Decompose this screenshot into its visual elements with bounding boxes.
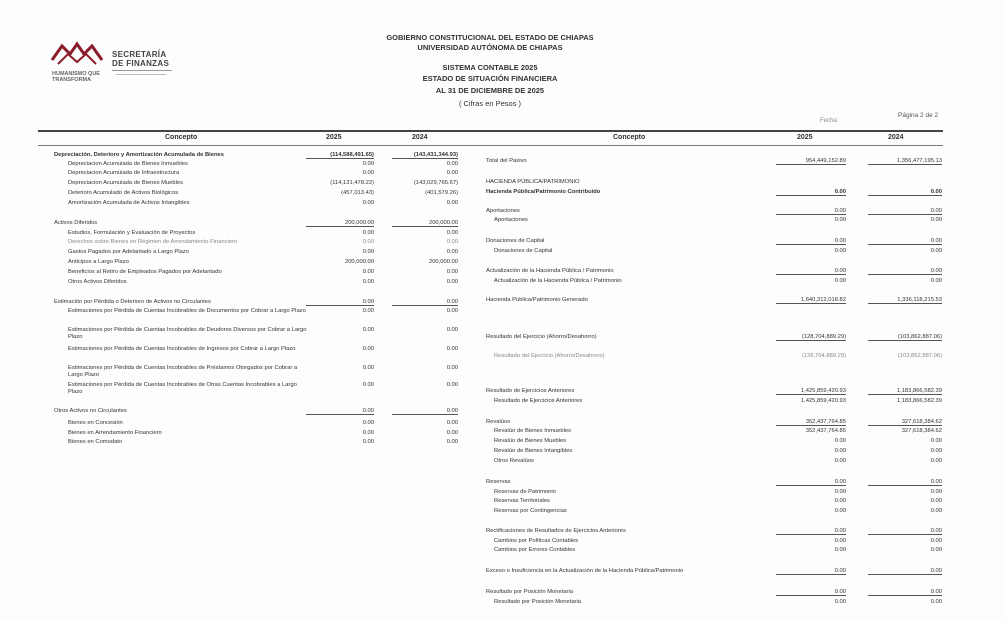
row-value-2024: 200,000.00 — [392, 220, 458, 227]
table-row — [68, 308, 464, 317]
logo-line-1: SECRETARÍA — [112, 50, 167, 59]
row-value-2024: 0.00 — [446, 239, 458, 245]
row-value-2025: 0.00 — [362, 269, 374, 275]
row-value-2024: 0.00 — [930, 489, 942, 495]
table-row — [494, 278, 946, 287]
row-value-2024: 0.00 — [930, 538, 942, 544]
table-header-rule — [38, 145, 943, 146]
logo-motto: HUMANISMO QUE TRANSFORMA — [52, 71, 100, 83]
row-label: Activos Diferidos — [54, 220, 98, 226]
row-value-2024: 0.00 — [868, 238, 942, 245]
row-label: Actualización de la Hacienda Pública / Patrimonio — [486, 268, 614, 274]
row-value-2025: 0.00 — [362, 430, 374, 436]
row-label: Donaciones de Capital — [494, 248, 553, 254]
row-value-2024: (103,862,887.06) — [868, 334, 942, 341]
table-row — [486, 419, 946, 428]
row-value-2024: 0.00 — [446, 382, 458, 388]
row-label: Rectificaciones de Resultados de Ejercicios Anteriores — [486, 528, 626, 534]
row-value-2025: 0.00 — [834, 538, 846, 544]
table-row — [68, 439, 464, 448]
row-label: Bienes en Comodato — [68, 439, 123, 445]
row-label: Cambios por Políticas Contables — [494, 538, 579, 544]
table-row — [494, 498, 946, 507]
row-value-2025: (114,588,491.65) — [306, 152, 374, 159]
row-value-2024: (401,579.26) — [425, 190, 458, 196]
row-label: Otros Activos no Circulantes — [54, 408, 127, 414]
row-value-2025: 0.00 — [834, 217, 846, 223]
row-value-2025: 0.00 — [776, 189, 846, 196]
row-label: Anticipos a Largo Plazo — [68, 259, 129, 265]
row-value-2025: 0.00 — [834, 489, 846, 495]
row-label: Reservas de Patrimonio — [494, 489, 556, 495]
table-row — [494, 353, 946, 362]
row-label: Estimación por Pérdida o Deterioro de Activos no Circulantes — [54, 299, 211, 305]
row-value-2024: 0.00 — [930, 458, 942, 464]
table-row — [494, 248, 946, 257]
table-row — [54, 299, 464, 308]
row-value-2024: 1,183,866,582.39 — [896, 398, 942, 404]
row-value-2024: 0.00 — [392, 299, 458, 306]
row-label: Depreciacion Acumulada de Bienes Inmuebles — [68, 161, 188, 167]
logo-line-2: DE FINANZAS — [112, 59, 170, 68]
table-row — [68, 382, 464, 395]
row-label: Hacienda Pública/Patrimonio Contribuido — [486, 189, 601, 195]
row-value-2025: 0.00 — [362, 346, 374, 352]
row-value-2024: 0.00 — [446, 279, 458, 285]
row-label: Actualización de la Hacienda Pública / Patrimonio — [494, 278, 622, 284]
table-row — [494, 448, 946, 457]
row-label: Otros Activos Diferidos — [68, 279, 127, 285]
row-value-2024: 0.00 — [868, 189, 942, 196]
row-value-2025: 0.00 — [362, 439, 374, 445]
table-row — [494, 599, 946, 608]
row-value-2024: 327,618,384.62 — [868, 419, 942, 426]
table-row — [68, 161, 464, 170]
row-label: Estimaciones por Pérdida de Cuentas Incobrables de Ingresos por Cobrar a Largo Plazo — [68, 346, 296, 352]
logo-divider — [112, 70, 172, 71]
row-value-2025: 352,437,764.85 — [805, 428, 846, 434]
table-row — [494, 538, 946, 547]
row-label: Revalúo de Bienes Inmuebles — [494, 428, 572, 434]
row-value-2025: 0.00 — [362, 230, 374, 236]
row-value-2025: 1,425,859,420.93 — [800, 398, 846, 404]
col-right-2024: 2024 — [888, 134, 904, 141]
row-value-2024: 0.00 — [446, 170, 458, 176]
row-value-2024: 0.00 — [446, 346, 458, 352]
row-value-2025: 0.00 — [362, 200, 374, 206]
table-row — [486, 334, 946, 343]
row-value-2024: 0.00 — [446, 161, 458, 167]
table-row — [494, 458, 946, 467]
row-label: HACIENDA PÚBLICA/PATRIMONIO — [486, 179, 580, 185]
row-value-2025: 0.00 — [306, 299, 374, 306]
row-value-2024: 0.00 — [930, 547, 942, 553]
row-label: Estimaciones por Pérdida de Cuentas Incobrables de Deudores Diversos por Cobrar a Largo Plazo — [68, 327, 307, 340]
row-value-2024: 0.00 — [930, 278, 942, 284]
row-value-2024: (143,029,765.67) — [413, 180, 458, 186]
row-label: Revalúo de Bienes Intangibles — [494, 448, 573, 454]
row-value-2024: 0.00 — [868, 268, 942, 275]
row-value-2024: 0.00 — [446, 308, 458, 314]
row-value-2024: 327,618,384.62 — [901, 428, 942, 434]
row-value-2025: 0.00 — [834, 438, 846, 444]
row-value-2025: 0.00 — [306, 408, 374, 415]
row-value-2025: 0.00 — [834, 508, 846, 514]
row-label: Estimaciones por Pérdida de Cuentas Incobrables de Préstamos Otorgados por Cobrar a Largo Plazo — [68, 365, 298, 378]
row-label: Depreciacion Acumulada de Infraestructura — [68, 170, 180, 176]
row-value-2025: 0.00 — [834, 448, 846, 454]
row-value-2024: 0.00 — [446, 420, 458, 426]
table-row — [68, 180, 464, 189]
row-label: Beneficios al Retiro de Empleados Pagados por Adelantado — [68, 269, 222, 275]
table-row — [54, 408, 464, 417]
row-value-2025: 0.00 — [362, 161, 374, 167]
row-value-2024: 0.00 — [446, 230, 458, 236]
table-row — [494, 428, 946, 437]
table-row — [486, 297, 946, 306]
row-value-2025: (128,704,889.29) — [801, 353, 846, 359]
row-value-2025: 0.00 — [776, 568, 846, 575]
table-row — [494, 217, 946, 226]
row-value-2024: 1,336,118,215.53 — [868, 297, 942, 304]
table-row — [486, 528, 946, 537]
row-value-2024: (143,431,344.93) — [392, 152, 458, 159]
secretaria-finanzas-logo — [46, 40, 186, 88]
row-label: Resultado del Ejercicio (Ahorro/Desahorro) — [486, 334, 597, 340]
table-row — [486, 238, 946, 247]
col-left-2024: 2024 — [412, 134, 428, 141]
fecha-label: Fecha: — [820, 118, 839, 124]
row-value-2024: 0.00 — [868, 208, 942, 215]
row-label: Aportaciones — [486, 208, 520, 214]
table-row — [486, 179, 946, 188]
row-value-2024: 0.00 — [392, 408, 458, 415]
row-value-2025: 0.00 — [362, 170, 374, 176]
row-value-2025: 0.00 — [362, 327, 374, 333]
row-value-2024: 0.00 — [930, 248, 942, 254]
row-label: Hacienda Pública/Patrimonio Generado — [486, 297, 588, 303]
table-row — [68, 190, 464, 199]
row-value-2025: (128,704,889.29) — [776, 334, 846, 341]
header-report-date: AL 31 DE DICIEMBRE DE 2025 — [435, 86, 545, 95]
header-system: SISTEMA CONTABLE 2025 — [442, 63, 538, 72]
table-row — [486, 158, 946, 167]
table-row — [68, 420, 464, 429]
row-value-2024: 0.00 — [930, 498, 942, 504]
row-value-2025: 0.00 — [362, 239, 374, 245]
row-label: Gastos Pagados por Adelantado a Largo Plazo — [68, 249, 189, 255]
row-value-2025: 0.00 — [362, 308, 374, 314]
row-label: Otros Revalúos — [494, 458, 534, 464]
row-label: Resultado del Ejercicio (Ahorro/Desahorro) — [494, 353, 605, 359]
table-row — [68, 230, 464, 239]
row-value-2025: 0.00 — [776, 589, 846, 596]
row-label: Total del Pasivo — [486, 158, 527, 164]
row-value-2024: 0.00 — [446, 269, 458, 275]
row-label: Depreciacion Acumulada de Bienes Muebles — [68, 180, 184, 186]
row-value-2024: 0.00 — [868, 528, 942, 535]
row-label: Aportaciones — [494, 217, 528, 223]
row-label: Reservas por Contingencias — [494, 508, 567, 514]
table-top-rule — [38, 130, 943, 132]
row-value-2025: 0.00 — [776, 208, 846, 215]
col-right-2025: 2025 — [797, 134, 813, 141]
row-label: Estimaciones por Pérdida de Cuentas Incobrables de Otras Cuentas Incobrables a Largo Plazo — [68, 382, 297, 395]
chiapas-emblem-icon — [46, 40, 108, 70]
header-government: GOBIERNO CONSTITUCIONAL DEL ESTADO DE CHIAPAS — [386, 33, 594, 42]
row-value-2024: 0.00 — [446, 200, 458, 206]
row-value-2025: (457,013.43) — [341, 190, 374, 196]
table-row — [486, 208, 946, 217]
col-left-2025: 2025 — [326, 134, 342, 141]
row-value-2025: 0.00 — [776, 268, 846, 275]
page-number: Página 2 de 2 — [898, 112, 939, 119]
row-value-2025: 0.00 — [362, 365, 374, 371]
row-value-2025: 0.00 — [834, 248, 846, 254]
row-value-2024: 200,000.00 — [428, 259, 458, 265]
table-row — [68, 279, 464, 288]
row-label: Reservas — [486, 479, 511, 485]
table-row — [68, 170, 464, 179]
table-row — [68, 430, 464, 439]
header-report-title: ESTADO DE SITUACIÓN FINANCIERA — [422, 74, 558, 83]
table-row — [494, 547, 946, 556]
table-row — [486, 189, 946, 198]
row-label: Revalúos — [486, 419, 511, 425]
table-row — [54, 220, 464, 229]
row-value-2024: 1,183,866,582.39 — [868, 388, 942, 395]
row-value-2025: 200,000.00 — [344, 259, 374, 265]
row-value-2025: 1,425,859,420.93 — [776, 388, 846, 395]
table-row — [68, 365, 464, 378]
table-row — [486, 589, 946, 598]
row-label: Bienes en Arrendamiento Financiero — [68, 430, 162, 436]
row-label: Estimaciones por Pérdida de Cuentas Incobrables de Documentos por Cobrar a Largo Plazo — [68, 308, 306, 314]
row-value-2025: 0.00 — [776, 528, 846, 535]
row-value-2025: 0.00 — [362, 279, 374, 285]
table-row — [68, 249, 464, 258]
row-value-2025: 0.00 — [362, 420, 374, 426]
row-label: Derechos sobre Bienes en Régimen de Arrendamiento Financiero — [68, 239, 238, 245]
table-row — [486, 568, 946, 577]
row-value-2024: 0.00 — [868, 589, 942, 596]
table-row — [54, 152, 464, 161]
row-label: Depreciación, Deterioro y Amortización Acumulada de Bienes — [54, 152, 224, 158]
row-value-2024: 0.00 — [868, 568, 942, 575]
row-value-2025: 0.00 — [834, 599, 846, 605]
row-value-2024: 0.00 — [446, 439, 458, 445]
row-value-2024: 0.00 — [446, 365, 458, 371]
row-value-2025: 352,437,764.85 — [776, 419, 846, 426]
header-university: UNIVERSIDAD AUTÓNOMA DE CHIAPAS — [417, 43, 563, 52]
header-units: ( Cifras en Pesos ) — [458, 99, 522, 108]
col-right-concept: Concepto — [613, 134, 646, 141]
row-value-2024: 0.00 — [930, 438, 942, 444]
row-label: Resultado de Ejercicios Anteriores — [494, 398, 583, 404]
table-row — [68, 269, 464, 278]
table-row — [68, 200, 464, 209]
table-row — [494, 508, 946, 517]
row-value-2025: 0.00 — [834, 498, 846, 504]
row-value-2025: 0.00 — [834, 547, 846, 553]
row-label: Exceso o Insuficiencia en la Actualización de la Hacienda Pública/Patrimonio — [486, 568, 684, 574]
table-row — [68, 346, 464, 355]
table-row — [486, 388, 946, 397]
row-value-2024: 0.00 — [930, 448, 942, 454]
row-value-2024: 0.00 — [930, 599, 942, 605]
row-value-2025: 200,000.00 — [306, 220, 374, 227]
row-value-2024: 1,356,477,195.13 — [868, 158, 942, 165]
table-row — [486, 479, 946, 488]
row-label: Reservas Territoriales — [494, 498, 550, 504]
row-value-2025: 1,640,312,018.82 — [776, 297, 846, 304]
row-value-2024: 0.00 — [446, 430, 458, 436]
table-row — [494, 489, 946, 498]
row-value-2024: 0.00 — [446, 327, 458, 333]
row-label: Resultado por Posición Monetaria — [486, 589, 574, 595]
table-row — [486, 268, 946, 277]
row-value-2025: 0.00 — [776, 479, 846, 486]
table-row — [494, 438, 946, 447]
row-label: Bienes en Concesión — [68, 420, 123, 426]
row-value-2024: 0.00 — [930, 508, 942, 514]
table-row — [68, 239, 464, 248]
row-label: Resultado de Ejercicios Anteriores — [486, 388, 575, 394]
row-value-2025: 0.00 — [362, 382, 374, 388]
row-label: Deterioro Acumulado de Activos Biológicos — [68, 190, 179, 196]
row-value-2024: (103,862,887.06) — [897, 353, 942, 359]
row-value-2025: 0.00 — [834, 278, 846, 284]
row-label: Amortización Acumulada de Activos Intangibles — [68, 200, 190, 206]
table-row — [68, 259, 464, 268]
row-value-2025: 0.00 — [362, 249, 374, 255]
row-value-2025: 954,449,152.89 — [776, 158, 846, 165]
row-label: Resultado por Posición Monetaria — [494, 599, 582, 605]
row-value-2024: 0.00 — [446, 249, 458, 255]
row-label: Donaciones de Capital — [486, 238, 545, 244]
row-value-2025: 0.00 — [834, 458, 846, 464]
table-row — [68, 327, 464, 340]
row-value-2025: (114,131,478.22) — [330, 180, 374, 186]
col-left-concept: Concepto — [165, 134, 198, 141]
row-value-2025: 0.00 — [776, 238, 846, 245]
row-label: Revalúo de Bienes Muebles — [494, 438, 567, 444]
row-value-2024: 0.00 — [930, 217, 942, 223]
row-value-2024: 0.00 — [868, 479, 942, 486]
logo-divider-2 — [116, 74, 166, 75]
table-row — [494, 398, 946, 407]
row-label: Cambios por Errores Contables — [494, 547, 576, 553]
row-label: Estudios, Formulación y Evaluación de Proyectos — [68, 230, 196, 236]
